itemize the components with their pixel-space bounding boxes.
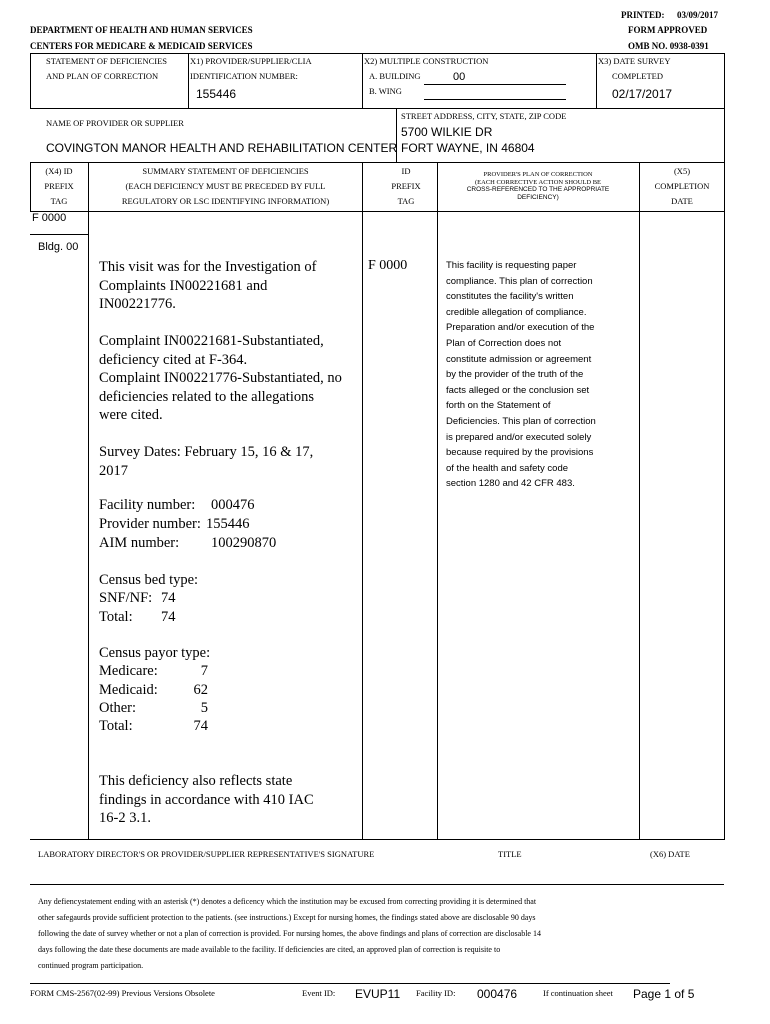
statement-label-1: STATEMENT OF DEFICIENCIES [46,56,168,66]
x3-label-1: X3) DATE SURVEY [598,56,671,66]
census-bed-title: Census bed type: [99,572,199,588]
payor-total-label: Total: [99,718,133,734]
summary-header-1: SUMMARY STATEMENT OF DEFICIENCIES [142,166,309,176]
col-divider-1 [88,162,89,840]
medicaid-value: 62 [193,682,208,698]
poc-line: Preparation and/or execution of the [446,322,595,334]
summary-header-2: (EACH DEFICIENCY MUST BE PRECEDED BY FULL [125,181,326,191]
building-label: A. BUILDING [369,71,421,81]
poc-line: constitutes the facility's written [446,291,574,303]
x1-label-2: IDENTIFICATION NUMBER: [190,71,298,81]
poc-line: forth on the Statement of [446,400,551,412]
centers-title: CENTERS FOR MEDICARE & MEDICAID SERVICES [30,41,253,51]
poc-line: compliance. This plan of correction [446,275,593,287]
x4-header-1: (X4) ID [45,166,73,176]
bed-total-value: 74 [161,609,176,625]
title-label: TITLE [498,849,522,859]
disclaimer-line: days following the date these documents are made available to the facility. If deficiencies are cited, an approved plan of correction is requisite to [38,945,501,954]
disclaimer-line: continued program participation. [38,961,144,970]
snf-value: 74 [161,590,176,606]
medicaid-label: Medicaid: [99,682,158,698]
summary-line [99,425,359,444]
id-header-1: ID [401,166,411,176]
summary-block [99,258,359,480]
provider-number-value: 155446 [206,516,250,532]
summary-line: Complaint IN00221776-Substantiated, no [99,370,342,386]
divider-x1 [188,53,189,108]
snf-label: SNF/NF: [99,590,153,606]
x1-value: 155446 [196,87,237,101]
address-line-1: 5700 WILKIE DR [401,125,493,139]
address-label: STREET ADDRESS, CITY, STATE, ZIP CODE [401,111,567,121]
poc-header-4: DEFICIENCY) [517,194,559,201]
summary-line: deficiency cited at F-364. [99,351,248,368]
x4-header-3: TAG [50,196,68,206]
department-title: DEPARTMENT OF HEALTH AND HUMAN SERVICES [30,25,253,35]
id-row-bottom [30,108,724,109]
medicare-label: Medicare: [99,663,158,679]
poc-line: is prepared and/or executed solely [446,431,592,443]
poc-header-2: (EACH CORRECTIVE ACTION SHOULD BE [474,179,602,186]
left-border-header [30,162,31,211]
aim-number-value: 100290870 [211,535,277,551]
poc-line: This facility is requesting paper [446,260,577,271]
building-underline [424,84,566,85]
facility-id-value: 000476 [477,987,518,1001]
facility-number-value: 000476 [211,497,255,513]
summary-line: deficiencies related to the allegations [99,388,314,405]
event-id-value: EVUP11 [355,987,401,1001]
right-border-top [724,53,725,162]
divider-x2 [362,53,363,108]
x5-header-2: COMPLETION [654,181,710,191]
poc-line: section 1280 and 42 CFR 483. [446,478,575,490]
poc-line: Deficiencies. This plan of correction [446,415,596,427]
provider-row-bottom [30,162,724,163]
state-findings [99,772,359,828]
poc-header-1: PROVIDER'S PLAN OF CORRECTION [483,171,593,178]
x5-header-1: (X5) [673,166,691,176]
building-value: 00 [453,71,466,83]
top-border [30,53,724,54]
statement-label-2: AND PLAN OF CORRECTION [46,71,159,81]
x2-label: X2) MULTIPLE CONSTRUCTION [364,56,489,66]
summary-line: 2017 [99,462,128,479]
plan-of-correction [446,258,636,492]
omb-number: OMB NO. 0938-0391 [628,41,709,51]
summary-line: were cited. [99,407,163,423]
right-tag: F 0000 [368,258,408,273]
x5-header-3: DATE [671,196,693,206]
col-divider-3 [437,162,438,840]
summary-line: Complaint IN00221681-Substantiated, [99,333,324,349]
wing-underline [424,99,566,100]
id-header-2: PREFIX [391,181,421,191]
poc-line: credible allegation of compliance. [446,306,587,318]
director-signature-label: LABORATORY DIRECTOR'S OR PROVIDER/SUPPLIER REPRESENTATIVE'S SIGNATURE [38,849,375,859]
col-divider-4 [639,162,640,840]
provider-name-label: NAME OF PROVIDER OR SUPPLIER [46,118,184,128]
address-line-2: FORT WAYNE, IN 46804 [401,141,535,155]
disclaimer-line: other safegaurds provide sufficient protection to the patients. (see instructions.) Except for nursing homes, the findings stated above are disclosable 90 days [38,913,536,922]
printed-date: 03/09/2017 [677,10,719,20]
col-divider-2 [362,162,363,840]
state-line: 16-2 3.1. [99,810,151,826]
summary-line: Survey Dates: February 15, 16 & 17, [99,444,314,460]
x6-date-label: (X6) DATE [650,849,690,859]
poc-line: Plan of Correction does not [446,337,562,349]
other-label: Other: [99,700,137,716]
facility-number-label: Facility number: [99,497,196,513]
poc-line: constitute admission or agreement [446,353,592,365]
census-payor-title: Census payor type: [99,645,211,661]
signature-rule [30,884,724,885]
poc-line: of the health and safety code [446,462,569,474]
continuation-label: If continuation sheet [543,988,613,998]
poc-line: by the provider of the truth of the [446,369,584,381]
page-number: Page 1 of 5 [633,987,695,1001]
poc-line: because required by the provisions [446,447,594,459]
tag-cell-line [30,234,88,235]
provider-name-value: COVINGTON MANOR HEALTH AND REHABILITATION CENTER [46,141,398,155]
other-value: 5 [200,700,208,716]
x1-label-1: X1) PROVIDER/SUPPLIER/CLIA [190,56,312,66]
body-bottom [30,839,724,840]
printed-label: PRINTED: [621,10,665,20]
medicare-value: 7 [200,663,208,679]
summary-line: This visit was for the Investigation of [99,259,317,275]
summary-line [99,314,359,333]
column-header-bottom [30,211,724,212]
bed-total-label: Total: [99,609,133,625]
x4-header-2: PREFIX [44,181,74,191]
facility-id-label: Facility ID: [416,988,456,998]
provider-number-label: Provider number: [99,516,201,532]
disclaimer-line: following the date of survey whether or not a plan of correction is provided. For nursing homes, the above findings and plans of correction are disclosable 14 [38,929,541,938]
disclaimer-line: Any defiencystatement ending with an asterisk (*) denotes a deficency which the institution may be excused from correcting providing it is determined that [38,897,537,906]
x3-value: 02/17/2017 [612,87,673,101]
form-label: FORM CMS-2567(02-99) Previous Versions Obsolete [30,988,215,998]
poc-line: facts alleged or the conclusion set [446,384,590,396]
state-line: findings in accordance with 410 IAC [99,791,314,808]
event-id-label: Event ID: [302,988,336,998]
id-header-3: TAG [397,196,415,206]
x3-label-2: COMPLETED [612,71,663,81]
left-tag: F 0000 [32,212,67,224]
wing-label: B. WING [369,86,402,96]
summary-line: IN00221776. [99,296,176,312]
poc-header-3: CROSS-REFERENCED TO THE APPROPRIATE [466,186,610,193]
state-line: This deficiency also reflects state [99,773,293,789]
left-border-top [30,53,31,108]
building-tag: Bldg. 00 [38,241,79,253]
divider-x3 [596,53,597,108]
summary-header-3: REGULATORY OR LSC IDENTIFYING INFORMATION) [121,196,330,206]
footer-rule [30,983,670,984]
disclaimer [38,894,718,974]
form-approved: FORM APPROVED [628,25,708,35]
aim-number-label: AIM number: [99,535,180,551]
summary-line: Complaints IN00221681 and [99,277,268,294]
right-border-body [724,162,725,840]
payor-total-value: 74 [193,718,208,734]
